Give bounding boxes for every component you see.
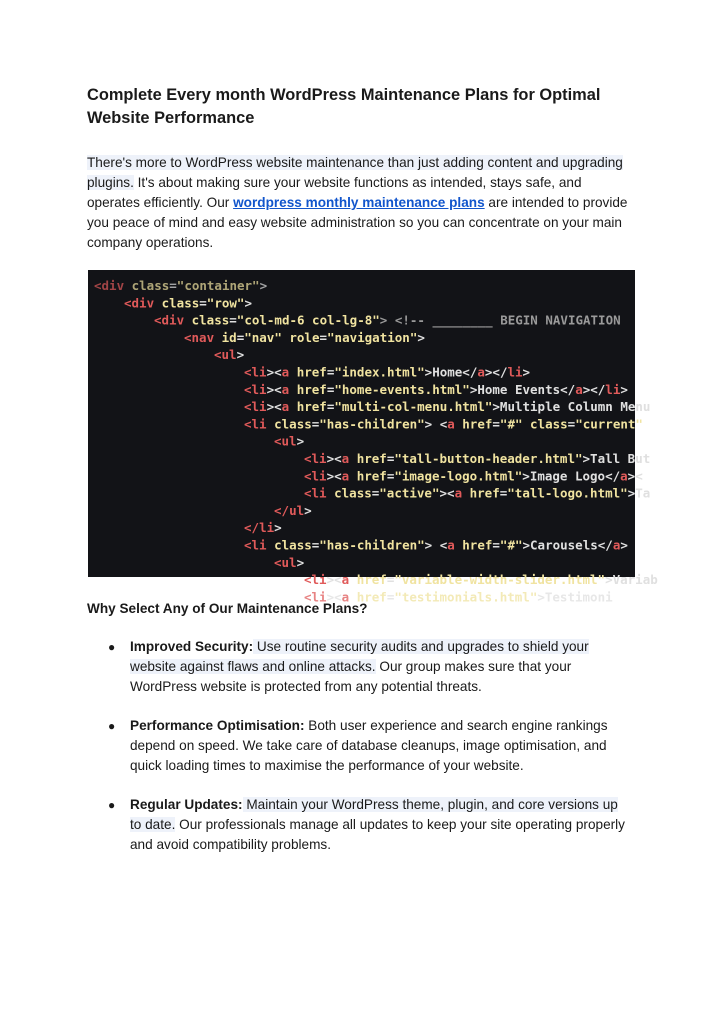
- list-item: [108, 716, 628, 776]
- bullet-label: Improved Security:: [130, 639, 254, 654]
- code-line: </li>: [244, 520, 282, 536]
- list-item: [108, 637, 628, 697]
- bullet-text: Our professionals manage all updates to keep your site operating properly and avoid compatibility problems.: [130, 817, 625, 852]
- bullet-text: Our group makes sure that your WordPress website is protected from any potential threats.: [130, 659, 572, 694]
- intro-paragraph: [87, 153, 632, 253]
- bullet-highlight: Use routine security audits and upgrades to shield your website against flaws and online attacks.: [130, 639, 589, 674]
- bullet-label: Regular Updates:: [130, 797, 243, 812]
- code-line: </ul>: [274, 502, 312, 518]
- page-title: Complete Every month WordPress Maintenance Plans for Optimal Website Performance: [87, 86, 601, 127]
- bullet-highlight: Maintain your WordPress theme, plugin, and core versions up to date.: [130, 797, 618, 832]
- intro-text-after-link: are intended to provide you peace of mind and easy website administration so you can concentrate on your main company operations.: [87, 195, 628, 250]
- intro-text-before-link: It's about making sure your website functions as intended, stays safe, and operates efficiently. Our: [87, 175, 582, 210]
- code-line: <li><a href="tall-button-header.html">Tall But: [304, 451, 651, 466]
- maintenance-plans-link[interactable]: wordpress monthly maintenance plans: [233, 195, 485, 210]
- bullet-label: Performance Optimisation:: [130, 718, 305, 733]
- bullet-icon: ●: [108, 719, 116, 733]
- code-line: <li><a href="testimonials.html">Testimoni: [304, 589, 613, 605]
- code-line: <ul>: [274, 554, 305, 570]
- list-item: [108, 795, 628, 855]
- code-line: <div class="col-md-6 col-lg-8"> <!-- ________ BEGIN NAVIGATION: [154, 312, 621, 328]
- section-subheading: Why Select Any of Our Maintenance Plans?: [87, 601, 368, 616]
- bullet-icon: ●: [108, 640, 116, 654]
- code-line: <li><a href="home-events.html">Home Events</a></li>: [244, 381, 628, 397]
- code-line: <li><a href="multi-col-menu.html">Multiple Column Menu: [244, 399, 651, 415]
- code-line: <nav id="nav" role="navigation">: [184, 329, 425, 345]
- code-line: <ul>: [274, 433, 305, 449]
- code-line: <li><a href="variable-width-slider.html">Variab: [304, 572, 658, 588]
- code-screenshot-svg: [88, 270, 658, 605]
- intro-highlight: There's more to WordPress website maintenance than just adding content and upgrading plugins.: [87, 155, 623, 190]
- bullet-icon: ●: [108, 798, 116, 812]
- code-line: <div class="row">: [124, 295, 252, 311]
- benefits-list: [108, 637, 628, 874]
- code-line: <li class="has-children"> <a href="#">Carousels</a>: [244, 537, 628, 553]
- bullet-text: Both user experience and search engine rankings depend on speed. We take care of database cleanups, image optimisation, and quick loading times to maximise the performance of your website.: [130, 718, 608, 773]
- code-line: <li><a href="index.html">Home</a></li>: [244, 364, 531, 380]
- code-line: <li class="has-children"> <a href="#" class="current": [244, 416, 643, 432]
- code-screenshot-image: [88, 270, 658, 605]
- code-line: <li class="active"><a href="tall-logo.html">Ta: [304, 485, 651, 501]
- code-line: <ul>: [214, 347, 245, 363]
- code-line: <li><a href="image-logo.html">Image Logo</a><: [304, 468, 643, 484]
- code-line: <div class="container">: [94, 278, 268, 293]
